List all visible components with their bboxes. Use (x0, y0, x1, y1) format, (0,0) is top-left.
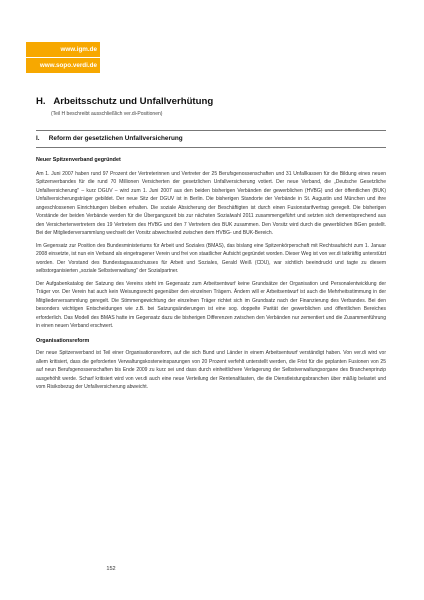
chapter-title: Arbeitsschutz und Unfallverhütung (53, 96, 214, 107)
divider-top (36, 130, 386, 131)
website-tag-sopo: www.sopo.verdi.de (26, 58, 100, 73)
paragraph-2: Im Gegensatz zur Position des Bundesministeriums für Arbeit und Soziales (BMAS), das bislang eine Spitzenkörperschaft mit Rechtsaufsicht zum 1. Januar 2008 einsetzte, ist nun ein Verband als eingetragener Verein und frei von staatlicher Aufsicht gegründet worden. Dieser Weg ist von ver.di tatkräftig unterstützt worden. Der Vorstand des Bundestagsausschusses für Arbeit und Soziales, Gerald Weiß (CDU), war sichtlich beeindruckt und tagte zu diesem selbstorganisierten „soziale Selbstverwaltung" der Sozialpartner. (36, 242, 386, 274)
chapter-letter: H. (36, 96, 46, 107)
paragraph-4: Der neue Spitzenverband ist Teil einer Organisationsreform, auf die sich Bund und Länder in einem Arbeitsentwurf verständigt haben. Von ver.di wird vor allem kritisiert, dass die geforderten Verwaltungskosteneinsparungen von 20 Prozent verfehlt unterstellt werden, die Frist für die geplanten Fusionen von 25 auf neun Berufsgenossenschaften bis Ende 2009 zu kurz sei und dass durch einheitlichere Verlagerung der Selbstverwaltungsorgane des Branchenprinzip ausgehöhlt werde. Scharf kritisiert wird von ver.di auch eine neue Verteilung der Rentenaltlasten, die die Dienstleistungsbranchen über mäßig belastet und vom Risikobezug der Unfallversicherung abweicht. (36, 350, 386, 390)
chapter-heading (36, 96, 213, 107)
paragraph-3: Der Aufgabenkatalog der Satzung des Vereins steht im Gegensatz zum Arbeitsentwurf keine Grundsätze der Organisation und Personalentwicklung der Träger vor. Der Verein hat auch kein Weisungsrecht gegenüber den einzelnen Trägern. Ändern will er Arbeitsentwurf ist auch die Mehrheitsstimmung in der Mitgliederversammlung geregelt. Die Stimmengewichtung der einzelnen Träger richtet sich im Grundsatz nach der Finanzierung des Verbandes. Bei den besonders wichtigen Entscheidungen wie z.B. bei Satzungsänderungen ist eine sog. doppelte Parität der gewerblichen und öffentlichen Bereiches erforderlich. Das Modell des BMAS hatte im Gegensatz dazu die bisherigen Differenzen zwischen den Verbänden nur zementiert und die Zusammenführung in einen neuen Verband erschwert. (36, 280, 386, 329)
chapter-note: (Teil H beschreibt ausschließlich ver.di-Positionen) (51, 111, 163, 117)
section-letter: I. (36, 135, 40, 142)
website-tag-igm: www.igm.de (26, 42, 100, 57)
subsection-heading-2: Organisationsreform (36, 337, 90, 344)
divider-bottom (36, 147, 386, 148)
section-heading (36, 135, 183, 142)
section-body (36, 156, 386, 392)
subsection-heading-1: Neuer Spitzenverband gegründet (36, 157, 121, 163)
paragraph-1: Am 1. Juni 2007 haben rund 97 Prozent der Vertreterinnen und Vertreter der 25 Berufsgenossenschaften und 31 Unfallkassen für die Bildung eines neuen Spitzenverbandes für die rund 70 Millionen Versicherten der gesetzlichen Unfallversicherung votiert. Der neue Verband, die „Deutsche Gesetzliche Unfallversicherung" – kurz DGUV – wird zum 1. Juni 2007 aus den beiden bisherigen Verbänden der gewerblichen (HVBG) und der öffentlichen (BUK) Unfallversicherungsträger gebildet. Der neue Sitz der DGUV ist in Berlin. Die bisherigen Standorte der Verbände in St. Augustin und München und ihre angeschlossenen Einrichtungen bleiben erhalten. Die soziale Absicherung der Beschäftigten ist durch einen Fusionstarifvertrag geregelt. Die bisherigen Vorstände der beiden Verbände werden für die Übergangszeit bis zur nächsten Sozialwahl 2011 zusammengeführt und setzten sich dementsprechend aus den Versichertenvertretern des 19 Vertretern des HVBG und den 7 Vertretern des BUK zusammen. Den Vorsitz wird durch die gewerblichen BGen gestellt. Bei der Mitgliederversammlung wechselt der Vorsitz abwechselnd zwischen dem HVBG- und BUK-Bereich. (36, 170, 386, 236)
page-number: 152 (106, 566, 116, 572)
section-title: Reform der gesetzlichen Unfallversicherung (48, 135, 183, 142)
